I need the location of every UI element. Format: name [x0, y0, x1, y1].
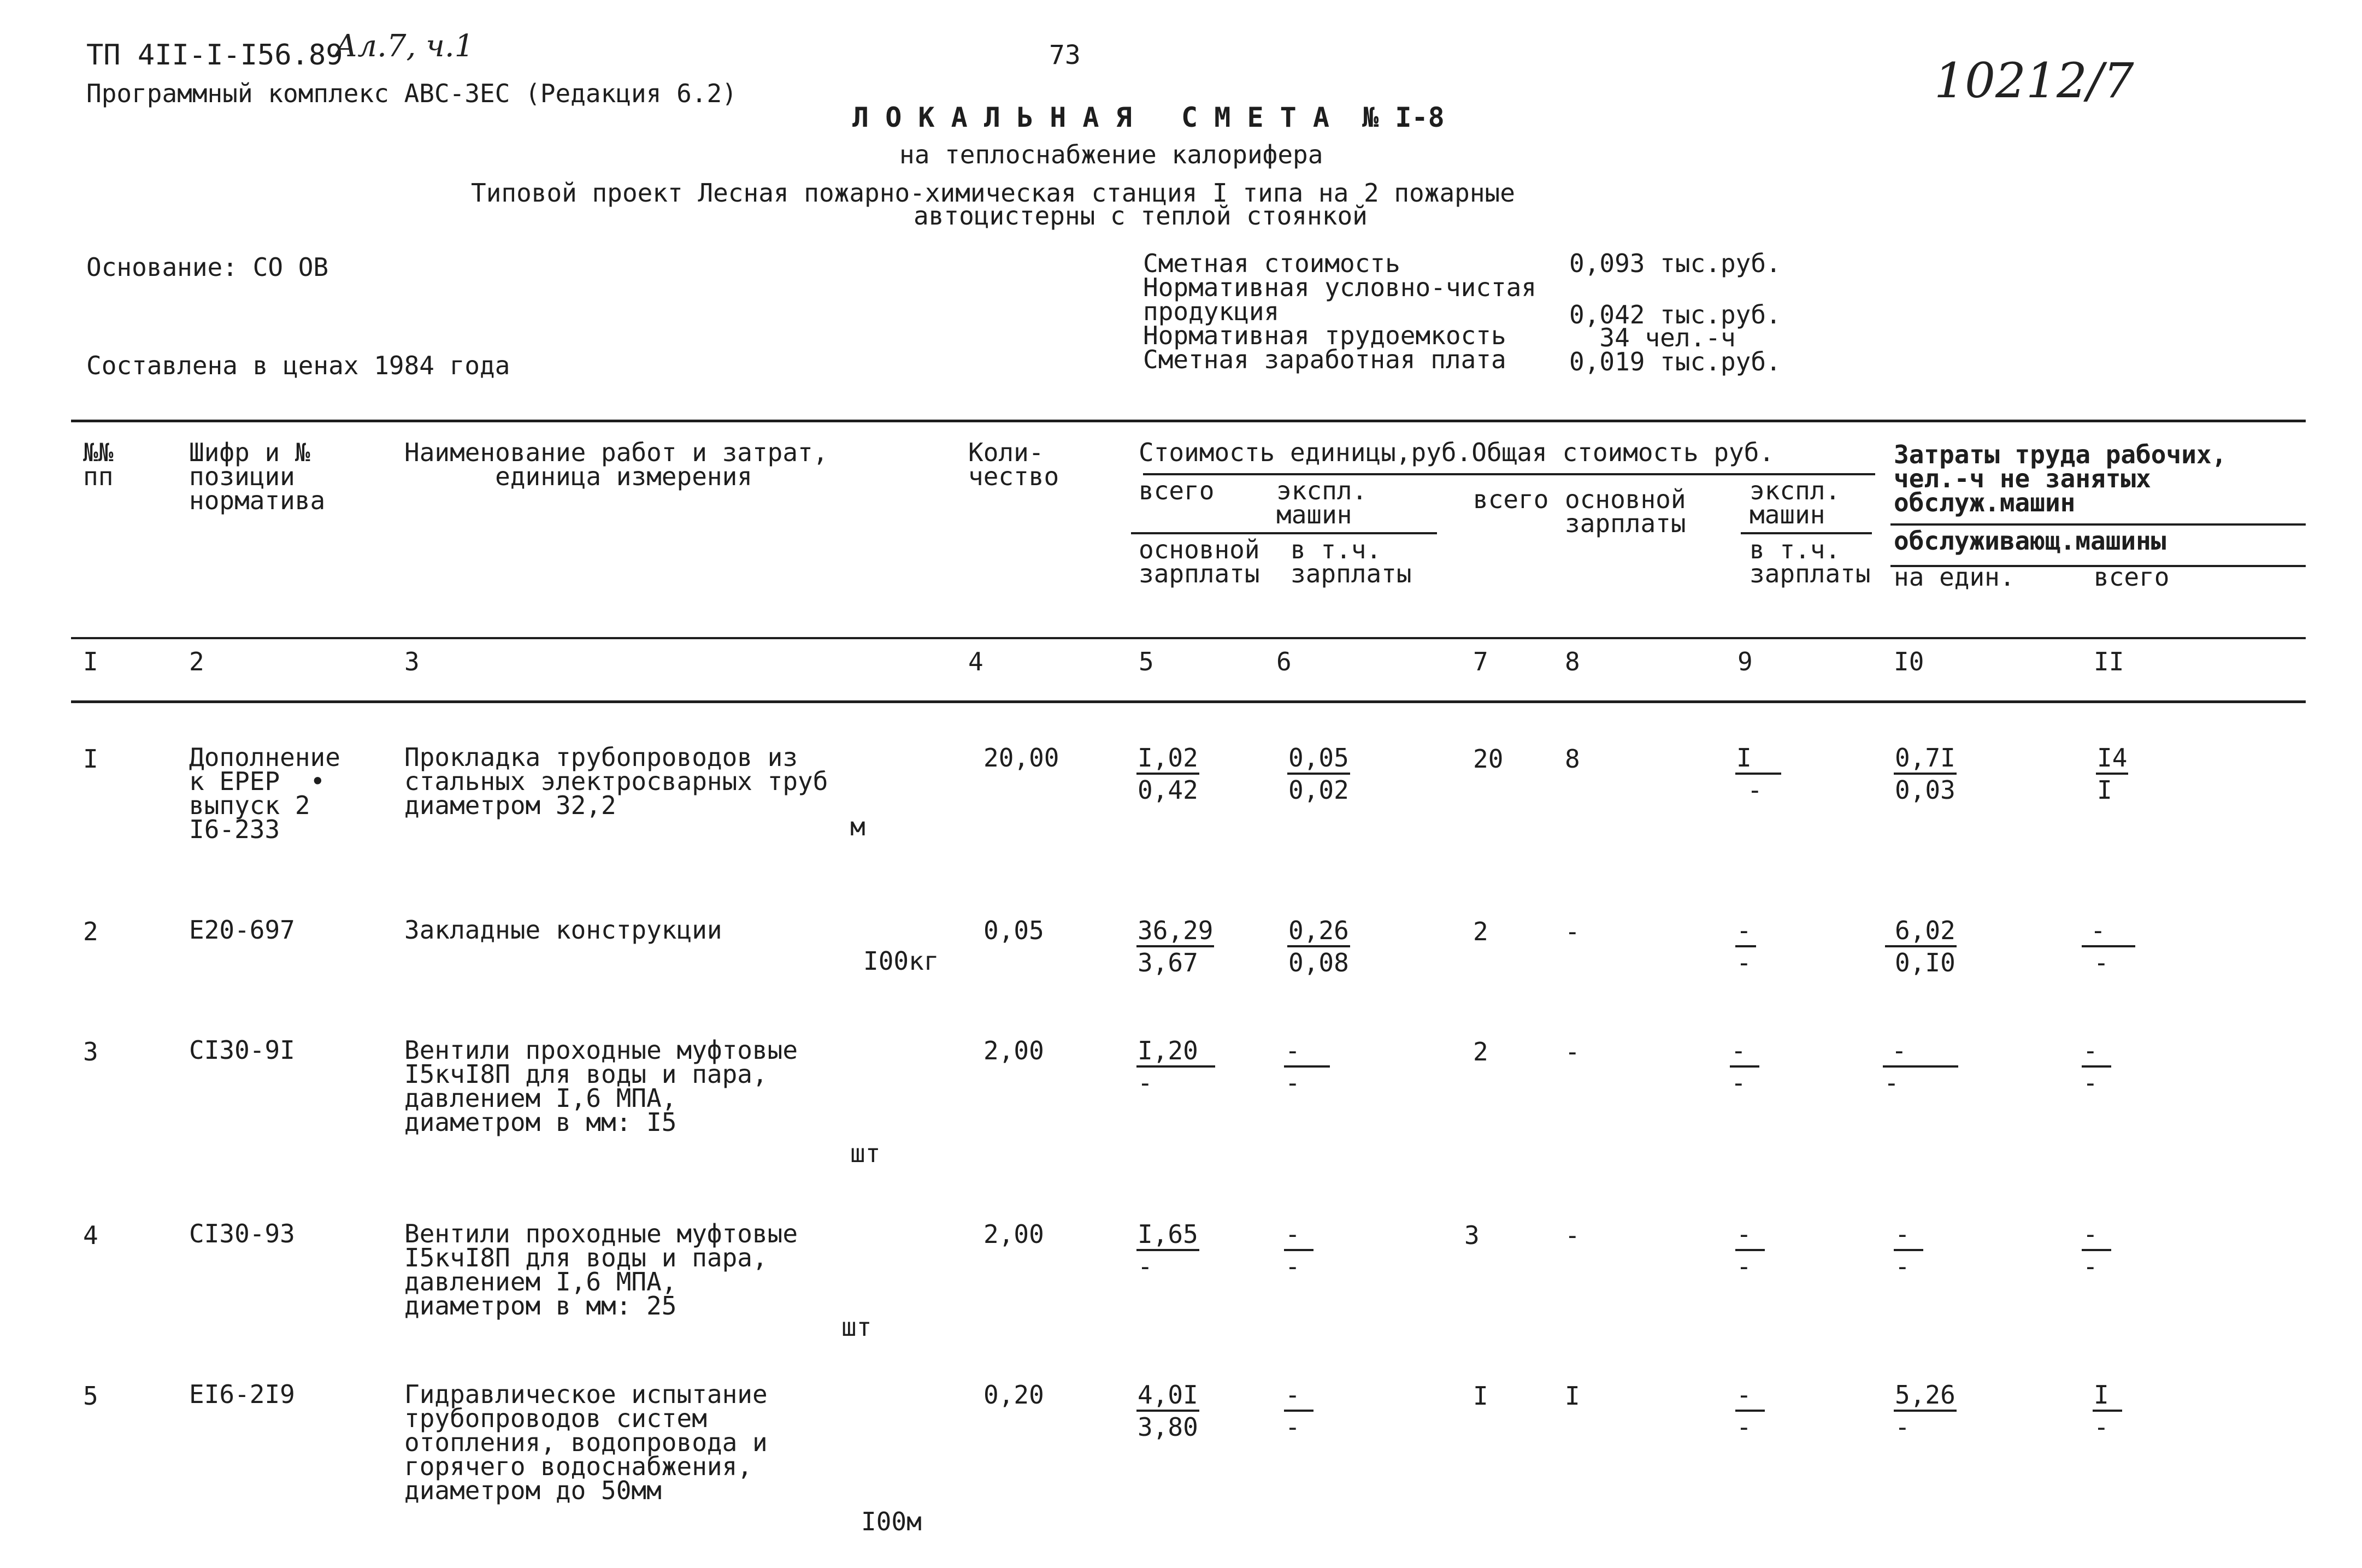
row-quantity: 0,05	[983, 916, 1044, 945]
col-name-header: Наименование работ и затрат, единица измерения	[404, 438, 828, 491]
cost-group-header: Стоимость единицы,руб.Общая стоимость руб.	[1139, 438, 1775, 467]
col-qty-header: Коли- чество	[968, 438, 1059, 491]
row-name: Прокладка трубопроводов из стальных электросварных труб диаметром 32,2	[404, 742, 828, 820]
col10-machines: -	[1895, 1412, 1910, 1442]
row-quantity: 0,20	[983, 1380, 1044, 1410]
col9-values	[1730, 1038, 1759, 1098]
cost-group-rule	[1143, 473, 1875, 475]
col5-total: I,02	[1136, 745, 1199, 775]
col6-values	[1284, 1038, 1330, 1098]
col7-total: 2	[1473, 1037, 1488, 1066]
col11-values	[2082, 1219, 2111, 1282]
col10-per-unit: 5,26	[1894, 1382, 1957, 1412]
row-code: Дополнение к ЕРЕР • выпуск 2 I6-233	[189, 742, 340, 844]
col10-machines: -	[1895, 1252, 1910, 1281]
col11-values	[2093, 1382, 2122, 1442]
col8-wage: I	[1565, 1381, 1580, 1411]
row-number: 4	[83, 1221, 98, 1250]
labor-group-header: Затраты труда рабочих, чел.-ч не занятых обслуж.машин	[1894, 440, 2227, 517]
col6-machines: -	[1284, 1038, 1330, 1068]
column-number: 9	[1737, 647, 1753, 676]
col6-machines: 0,05	[1287, 745, 1350, 775]
col11-values	[2082, 1038, 2111, 1098]
col8-wage: 8	[1565, 744, 1580, 774]
col5-values	[1136, 1038, 1215, 1098]
row-number: 3	[83, 1037, 98, 1066]
col8-header: основной зарплаты	[1565, 485, 1686, 538]
col6-wage: -	[1285, 1068, 1300, 1098]
row-quantity: 2,00	[983, 1036, 1044, 1065]
row-unit: шт	[850, 1139, 881, 1168]
col10-machines: 0,I0	[1895, 948, 1955, 977]
col5-total: 4,0I	[1136, 1382, 1199, 1412]
col9-bottom-header: в т.ч. зарплаты	[1750, 535, 1871, 588]
column-number: 6	[1276, 647, 1292, 676]
row-code: СI30-93	[189, 1219, 295, 1248]
column-number: 7	[1473, 647, 1488, 676]
col8-wage: -	[1565, 917, 1580, 946]
col9-machines: I	[1735, 745, 1781, 775]
row-number: 5	[83, 1381, 98, 1411]
col6-values	[1287, 745, 1350, 805]
col6-wage: 0,02	[1288, 775, 1349, 805]
col11-total: I4	[2096, 745, 2128, 775]
col10-machines: -	[1884, 1068, 1899, 1098]
col10-per-unit: 6,02	[1885, 918, 1957, 947]
col5-wage: 0,42	[1138, 775, 1198, 805]
col9-machines: -	[1730, 1038, 1759, 1068]
row-number: I	[83, 744, 98, 774]
col5-values	[1136, 1382, 1199, 1442]
col11-total: I	[2093, 1382, 2122, 1412]
cost-sub-rule-2	[1741, 532, 1872, 534]
col8-wage: -	[1565, 1221, 1580, 1250]
handwritten-number: 10212/7	[1934, 52, 2134, 109]
col5-bottom-header: основной зарплаты	[1139, 535, 1260, 588]
col6-values	[1287, 918, 1350, 978]
col-code-header: Шифр и № позиции норматива	[189, 438, 326, 515]
row-number: 2	[83, 917, 98, 946]
summary-value: 0,019 тыс.руб.	[1569, 347, 1781, 376]
col5-values	[1136, 1219, 1199, 1282]
row-quantity: 2,00	[983, 1219, 1044, 1249]
col6-wage: -	[1285, 1252, 1300, 1281]
col10-per-unit: -	[1894, 1222, 1923, 1251]
col9-wage: -	[1747, 775, 1763, 805]
column-number: 2	[189, 647, 204, 676]
row-code: СI30-9I	[189, 1035, 295, 1065]
col9-wage: -	[1731, 1068, 1746, 1098]
col11-machines: -	[2094, 948, 2109, 977]
col9-wage: -	[1736, 1412, 1752, 1442]
column-number: II	[2094, 647, 2124, 676]
col10-values	[1894, 745, 1957, 805]
summary-label: Нормативная условно-чистая	[1143, 273, 1537, 302]
col6-wage: 0,08	[1288, 948, 1349, 977]
row-quantity: 20,00	[983, 743, 1059, 773]
col11-header: всего	[2094, 562, 2170, 592]
col-num-header: №№ пп	[83, 438, 114, 491]
summary-value: 0,093 тыс.руб.	[1569, 249, 1781, 278]
col9-top-header: экспл. машин	[1750, 476, 1841, 529]
row-unit: I00кг	[863, 946, 939, 976]
col11-machines: -	[2083, 1252, 2098, 1281]
col9-values	[1735, 1219, 1765, 1282]
col8-wage: -	[1565, 1037, 1580, 1066]
column-number: 3	[404, 647, 420, 676]
project-line-2: автоцистерны с теплой стоянкой	[914, 201, 1368, 231]
col6-machines: -	[1284, 1222, 1313, 1251]
table-top-rule	[71, 420, 2306, 422]
document-code: ТП 4II-I-I56.89	[86, 39, 343, 72]
labor-subheader: обслуживающ.машины	[1894, 526, 2166, 556]
col7-header: всего	[1473, 485, 1549, 514]
col6-values	[1284, 1219, 1313, 1282]
column-number: 8	[1565, 647, 1580, 676]
col9-machines: -	[1735, 1382, 1765, 1412]
row-unit: шт	[841, 1312, 872, 1342]
col7-total: 20	[1473, 744, 1504, 774]
col10-header: на един.	[1894, 562, 2015, 592]
col11-total: -	[2082, 918, 2135, 947]
row-code: Е20-697	[189, 915, 295, 945]
col5-wage: 3,67	[1138, 948, 1198, 977]
col11-values	[2082, 918, 2135, 978]
column-number: I0	[1894, 647, 1924, 676]
col5-wage: 3,80	[1138, 1412, 1198, 1442]
software-line: Программный комплекс АВС-ЗЕС (Редакция 6.2)	[86, 79, 737, 108]
col11-total: -	[2082, 1222, 2111, 1251]
col11-machines: -	[2083, 1068, 2098, 1098]
numbers-bottom-rule	[71, 700, 2306, 703]
row-name: Вентили проходные муфтовые I5кчI8П для воды и пара, давлением I,6 МПА, диаметром в мм: I5	[404, 1035, 798, 1137]
summary-value: 0,042 тыс.руб.	[1569, 300, 1781, 329]
col11-machines: -	[2094, 1412, 2109, 1442]
col10-per-unit: -	[1883, 1038, 1958, 1068]
col5-top-header: всего	[1139, 476, 1215, 505]
column-number: 4	[968, 647, 983, 676]
col7-total: I	[1473, 1381, 1488, 1411]
document-subtitle: на теплоснабжение калорифера	[899, 140, 1323, 169]
col9-values	[1735, 1382, 1765, 1442]
col11-total: -	[2082, 1038, 2111, 1068]
cost-sub-rule-1	[1131, 532, 1437, 534]
col10-per-unit: 0,7I	[1894, 745, 1957, 775]
prices-text: Составлена в ценах 1984 года	[86, 351, 510, 380]
col10-machines: 0,03	[1895, 775, 1955, 805]
col9-values	[1735, 745, 1781, 805]
summary-label: Сметная стоимость	[1143, 249, 1400, 278]
col6-bottom-header: в т.ч. зарплаты	[1291, 535, 1412, 588]
col9-machines: -	[1735, 1222, 1765, 1251]
col6-top-header: экспл. машин	[1276, 476, 1368, 529]
col5-total: I,65	[1136, 1222, 1199, 1251]
summary-label: Сметная заработная плата	[1143, 345, 1506, 374]
row-unit: I00м	[861, 1507, 922, 1536]
col5-total: 36,29	[1136, 918, 1214, 947]
col5-wage: -	[1138, 1252, 1153, 1281]
col7-total: 3	[1464, 1221, 1480, 1250]
project-line-1: Типовой проект Лесная пожарно-химическая станция I типа на 2 пожарные	[471, 178, 1515, 208]
col6-machines: -	[1284, 1382, 1313, 1412]
column-number: 5	[1139, 647, 1154, 676]
header-bottom-rule	[71, 637, 2306, 639]
summary-label: Нормативная трудоемкость	[1143, 321, 1506, 350]
col9-wage: -	[1736, 1252, 1752, 1281]
labor-sub-rule-1	[1890, 523, 2306, 526]
col7-total: 2	[1473, 917, 1488, 946]
row-code: ЕI6-2I9	[189, 1380, 295, 1409]
column-number: I	[83, 647, 98, 676]
row-name: Гидравлическое испытание трубопроводов систем отопления, водопровода и горячего водоснабжения, диаметром до 50мм	[404, 1380, 768, 1505]
row-name: Вентили проходные муфтовые I5кчI8П для воды и пара, давлением I,6 МПА, диаметром в мм: 25	[404, 1219, 798, 1321]
col5-values	[1136, 918, 1214, 978]
document-title: Л О К А Л Ь Н А Я С М Е Т А № I-8	[852, 102, 1445, 133]
col10-values	[1883, 1038, 1958, 1098]
col11-machines: I	[2097, 775, 2112, 805]
row-unit: м	[850, 812, 865, 841]
col5-total: I,20	[1136, 1038, 1215, 1068]
col6-wage: -	[1285, 1412, 1300, 1442]
row-name: Закладные конструкции	[404, 915, 722, 945]
summary-value: 34 чел.-ч	[1569, 323, 1736, 352]
page-number: 73	[1049, 40, 1081, 70]
col11-values	[2096, 745, 2128, 805]
basis-text: Основание: СО ОВ	[86, 252, 329, 282]
col6-values	[1284, 1382, 1313, 1442]
col5-values	[1136, 745, 1199, 805]
handwritten-note: Ал.7, ч.1	[334, 28, 474, 64]
col10-values	[1885, 918, 1957, 978]
col5-wage: -	[1138, 1068, 1153, 1098]
col9-machines: -	[1735, 918, 1756, 947]
summary-label: продукция	[1143, 297, 1280, 326]
col9-values	[1735, 918, 1756, 978]
col6-machines: 0,26	[1287, 918, 1350, 947]
col9-wage: -	[1736, 948, 1752, 977]
col10-values	[1894, 1219, 1923, 1282]
col10-values	[1894, 1382, 1957, 1442]
